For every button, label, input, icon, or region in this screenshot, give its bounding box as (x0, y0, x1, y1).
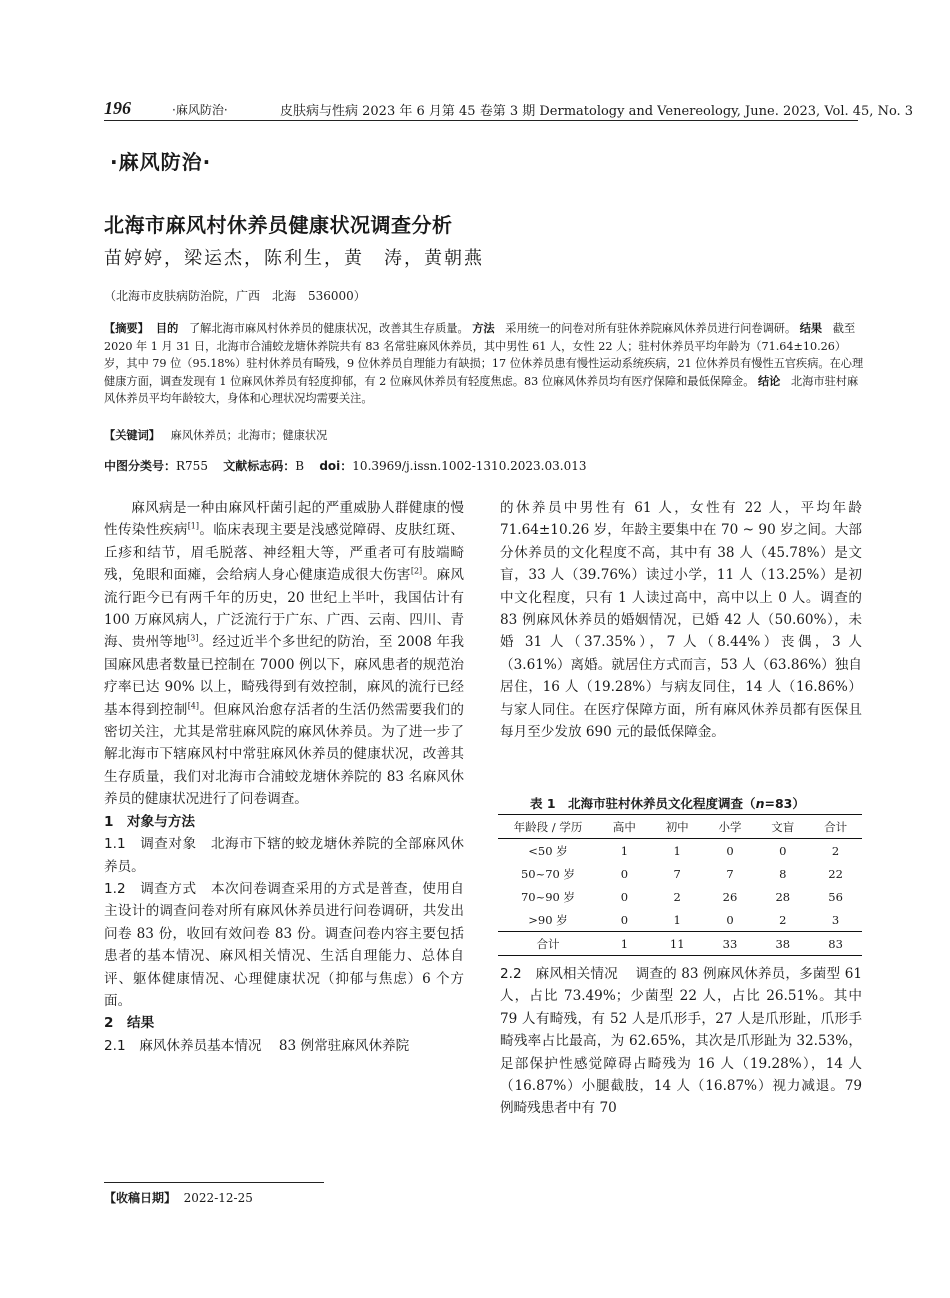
table-cell: 合计 (536, 936, 560, 951)
table-row (498, 839, 862, 863)
objective-text: 了解北海市麻风村休养员的健康状况，改善其生存质量。 (188, 322, 469, 335)
table-cell: 11 (669, 936, 685, 951)
keywords (104, 427, 327, 443)
table-cell: 0 (620, 866, 629, 881)
method-label: 方法 (472, 322, 495, 335)
intro-text: 。麻风流行距今已有两千年的历史，20 世纪上半叶，我国估计有 100 万麻风病人，广泛流行于广东、广西、云南、四川、青海、贵州等地 (104, 567, 465, 651)
table-cell: 1 (673, 912, 681, 927)
received-label: 【收稿日期】 (104, 1191, 177, 1205)
subheading: 2.2 麻风相关情况 (500, 966, 618, 982)
page-number: 196 (104, 98, 131, 118)
table-cell: 56 (828, 889, 843, 904)
table-header-row (498, 815, 862, 839)
table-cell: 2 (779, 912, 787, 927)
table-cell: 1 (620, 843, 629, 858)
header-rule (104, 120, 858, 121)
section-heading: ·麻风防治· (110, 150, 212, 174)
received-value: 2022-12-25 (183, 1191, 253, 1205)
paragraph-text: 83 例常驻麻风休养院 (278, 1037, 410, 1054)
intro-text: 。但麻风治愈存活者的生活仍然需要我们的密切关注，尤其是常驻麻风院的麻风休养员。为了进一步了解北海市下辖麻风村中常驻麻风休养员的健康状况，改善其生存质量，我们对北海市合浦蛟龙塘休养院的 83 名麻风休养员的健康状况进行了问卷调查。 (104, 701, 465, 808)
table-cell: 7 (673, 866, 681, 881)
subheading: 2.1 麻风休养员基本情况 (104, 1037, 262, 1054)
method-text: 采用统一的问卷对所有驻休养院麻风休养员进行问卷调研。 (505, 322, 797, 335)
citation[interactable]: [3] (187, 633, 199, 643)
table-cell: 0 (726, 912, 734, 927)
column-header: 小学 (718, 819, 742, 834)
column-header: 初中 (665, 819, 689, 834)
citation[interactable]: [2] (410, 566, 423, 576)
table-cell: 33 (722, 936, 738, 951)
table-cell: 22 (828, 866, 843, 881)
education-table (498, 814, 862, 956)
table-cell: 0 (620, 889, 629, 904)
author-list: 苗婷婷，梁运杰，陈利生，黄 涛，黄朝燕 (104, 248, 484, 269)
column-header: 高中 (612, 819, 636, 834)
clc-label: 中图分类号： (104, 459, 177, 473)
subsection-1-1 (104, 833, 464, 878)
paragraph-text: 北海市下辖的蛟龙塘休养院的全部麻风休养员。 (104, 836, 464, 875)
table-cell: 26 (722, 889, 738, 904)
abstract (104, 320, 864, 408)
subsection-2-1 (104, 1035, 464, 1057)
heading-methods: 1 对象与方法 (104, 813, 196, 830)
table-row (498, 908, 862, 932)
table-caption (530, 794, 805, 812)
keywords-label: 【关键词】 (104, 429, 160, 442)
subheading: 1.1 调查对象 (104, 836, 197, 853)
conclusion-label: 结论 (757, 374, 781, 388)
table-cell: <50 岁 (528, 843, 568, 858)
doi-label: doi： (319, 459, 353, 473)
affiliation: （北海市皮肤病防治院，广西 北海 536000） (104, 289, 366, 303)
table-cell: 28 (775, 889, 791, 904)
heading-results: 2 结果 (104, 1015, 155, 1032)
article-title: 北海市麻风村休养员健康状况调查分析 (104, 213, 453, 237)
footnote-rule (104, 1182, 324, 1183)
table-cell: >90 岁 (528, 912, 568, 927)
table-cell: 0 (779, 843, 787, 858)
subsection-1-2 (104, 878, 464, 1012)
doi-value: 10.3969/j.issn.1002-1310.2023.03.013 (352, 459, 587, 473)
journal-citation: 皮肤病与性病 2023 年 6 月第 45 卷第 3 期 Dermatology and Venereology, June. 2023, Vol. 45, No. 3 (280, 104, 914, 119)
table-cell: 50~70 岁 (520, 866, 576, 881)
caption-text: 表 1 北海市驻村休养员文化程度调查（ (530, 796, 756, 811)
table-total-row (498, 932, 862, 956)
conclusion-text: 北海市驻村麻风休养员平均年龄较大，身体和心理状况均需要关注。 (104, 374, 859, 406)
table-cell: 3 (831, 912, 840, 927)
table-cell: 1 (620, 936, 629, 951)
paragraph-text: 本次问卷调查采用的方式是普查，使用自主设计的调查问卷对所有麻风休养员进行问卷调研，共发出问卷 83 份，收回有效问卷 83 份。调查问卷内容主要包括患者的基本情况、麻风相关情况、生活自理能力、总体自评、躯体健康情况、心理健康状况（抑郁与焦虑）6 个方面。 (104, 880, 464, 1009)
subheading: 1.2 调查方式 (104, 880, 197, 897)
objective-label: 目的 (155, 322, 179, 335)
intro-text: 。临床表现主要是浅感觉障碍、皮肤红斑、丘疹和结节，眉毛脱落、神经粗大等，严重者可有肢端畸残，兔眼和面瘫，会给病人身心健康造成很大伤害 (104, 522, 465, 584)
paragraph-text: 的休养员中男性有 61 人，女性有 22 人，平均年龄 71.64±10.26 岁，年龄主要集中在 70 ~ 90 岁之间。大部分休养员的文化程度不高，其中有 38 人（45.78%）是文盲，33 人（39.76%）读过小学，11 人（13.25%）是初中文化程度，只有 1 人读过高中，高中以上 0 人。调查的 83 例麻风休养员的婚姻情况，已婚 42 人（50.60%），未婚 31 人（37.35%），7 人（8.44%）丧偶，3 人（3.61%）离婚。就居住方式而言，53 人（63.86%）独自居住，16 人（19.28%）与病友同住，14 人（16.86%）与家人同住。在医疗保障方面，所有麻风休养员都有医保且每月至少发放 690 元的最低保障金。 (500, 500, 862, 741)
table-cell: 83 (828, 936, 843, 951)
keywords-text: 麻风休养员；北海市；健康状况 (170, 429, 328, 442)
column-header: 合计 (824, 819, 848, 834)
table-cell: 0 (726, 843, 734, 858)
citation[interactable]: [4] (187, 701, 200, 711)
table-cell: 2 (673, 889, 681, 904)
caption-text: =83） (764, 796, 805, 811)
table-cell: 8 (779, 866, 787, 881)
right-column-bottom (500, 963, 862, 1120)
table-cell: 0 (620, 912, 629, 927)
intro-text: 麻风病是一种由麻风杆菌引起的严重威胁人群健康的慢性传染性疾病 (104, 500, 464, 539)
table-row (498, 862, 862, 885)
table-cell: 70~90 岁 (520, 889, 576, 904)
table-cell: 7 (726, 866, 734, 881)
caption-n: n (755, 796, 765, 811)
doc-code-label: 文献标志码： (223, 459, 296, 473)
table-cell: 1 (673, 843, 681, 858)
table-row (498, 885, 862, 908)
intro-text: 。经过近半个多世纪的防治，至 2008 年我国麻风患者数量已控制在 7000 例以下，麻风患者的规范治疗率已达 90% 以上，畸残得到有效控制，麻风的流行已经基本得到控制 (104, 634, 464, 718)
paragraph-text: 调查的 83 例麻风休养员，多菌型 61 人，占比 73.49%；少菌型 22 人，占比 26.51%。其中 79 人有畸残，有 52 人是爪形手，27 人是爪形趾，爪形手畸残率占比最高，为 62.65%，其次是爪形趾为 32.53%，足部保护性感觉障碍占畸残为 16 人（19.28%），14 人（16.87%）小腿截肢，14 人（16.87%）视力减退。79 例畸残患者中有 70 (500, 966, 862, 1117)
clc-value: R755 (176, 459, 208, 473)
table-cell: 38 (775, 936, 791, 951)
abstract-label: 【摘要】 (104, 322, 149, 335)
column-header: 文盲 (771, 819, 795, 834)
results-label: 结果 (799, 322, 823, 335)
received-date (104, 1189, 253, 1206)
results-text: 截至 2020 年 1 月 31 日，北海市合浦蛟龙塘休养院共有 83 名常驻麻风休养员，其中男性 61 人，女性 22 人；驻村休养员平均年龄为（71.64±10.26）岁，其中 79 位（95.18%）驻村休养员有畸残，9 位休养员自理能力有缺损；17 位休养员患有慢性运动系统疾病，21 位休养员有慢性五官疾病。在心理健康方面，调查发现有 1 位麻风休养员有轻度抑郁，有 2 位麻风休养员有轻度焦虑。83 位麻风休养员均有医疗保障和最低保障金。 (104, 322, 864, 388)
running-section: ·麻风防治· (172, 103, 228, 117)
citation[interactable]: [1] (187, 521, 200, 531)
table-cell: 2 (831, 843, 840, 858)
subsection-2-2 (500, 963, 862, 1120)
right-column-top (500, 497, 862, 743)
classification-line (104, 457, 586, 474)
left-column (104, 497, 464, 1057)
doc-code-value: B (295, 459, 305, 473)
column-header: 年龄段 / 学历 (513, 819, 583, 834)
intro-paragraph (104, 497, 464, 811)
